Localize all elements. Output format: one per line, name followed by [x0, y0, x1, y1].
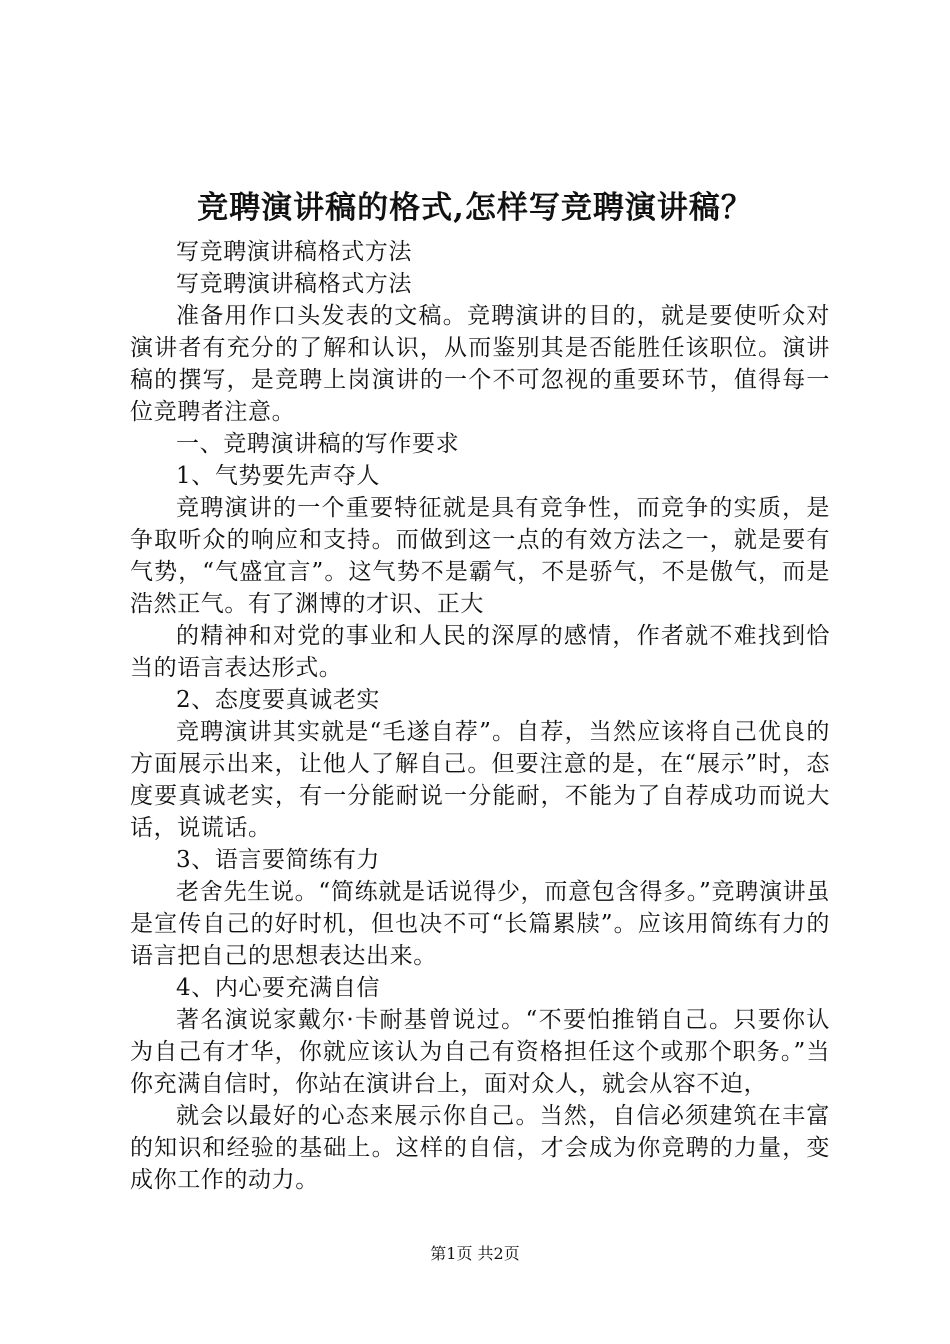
paragraph: 写竞聘演讲稿格式方法	[176, 271, 412, 297]
subsection-heading: 2、态度要真诚老实	[176, 687, 381, 713]
paragraph: 就会以最好的心态来展示你自己。当然，自信必须建筑在丰富的知识和经验的基础上。这样的自信，才会成为你竞聘的力量，变成你工作的动力。	[130, 1103, 830, 1193]
document-body	[130, 236, 830, 1196]
subsection-heading: 4、内心要充满自信	[176, 975, 381, 1001]
document-title: 竞聘演讲稿的格式,怎样写竞聘演讲稿？	[197, 190, 753, 226]
subsection-heading: 1、气势要先声夺人	[176, 463, 381, 489]
paragraph: 著名演说家戴尔·卡耐基曾说过。“不要怕推销自己。只要你认为自己有才华，你就应该认为自己有资格担任这个或那个职务。”当你充满自信时，你站在演讲台上，面对众人，就会从容不迫，	[130, 1007, 830, 1097]
paragraph: 竞聘演讲其实就是“毛遂自荐”。自荐，当然应该将自己优良的方面展示出来，让他人了解自己。但要注意的是，在“展示”时，态度要真诚老实，有一分能耐说一分能耐，不能为了自荐成功而说大话，说谎话。	[130, 719, 830, 841]
page-footer: 第1页 共2页	[430, 1244, 520, 1263]
paragraph: 准备用作口头发表的文稿。竞聘演讲的目的，就是要使听众对演讲者有充分的了解和认识，从而鉴别其是否能胜任该职位。演讲稿的撰写，是竞聘上岗演讲的一个不可忽视的重要环节，值得每一位竞聘者注意。	[130, 303, 830, 425]
paragraph: 的精神和对党的事业和人民的深厚的感情，作者就不难找到恰当的语言表达形式。	[130, 623, 830, 681]
paragraph: 老舍先生说。“简练就是话说得少，而意包含得多。”竞聘演讲虽是宣传自己的好时机，但也决不可“长篇累牍”。应该用简练有力的语言把自己的思想表达出来。	[130, 879, 830, 969]
paragraph: 竞聘演讲的一个重要特征就是具有竞争性，而竞争的实质，是争取听众的响应和支持。而做到这一点的有效方法之一，就是要有气势，“气盛宜言”。这气势不是霸气，不是骄气，不是傲气，而是浩然正气。有了渊博的才识、正大	[130, 495, 830, 617]
subsection-heading: 3、语言要简练有力	[176, 847, 381, 873]
section-heading: 一、竞聘演讲稿的写作要求	[176, 431, 460, 457]
paragraph: 写竞聘演讲稿格式方法	[176, 239, 412, 265]
